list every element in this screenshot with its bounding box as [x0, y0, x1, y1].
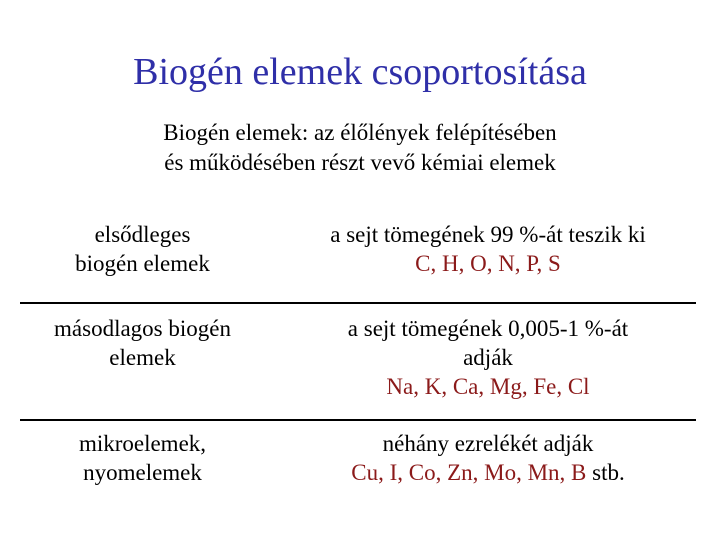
group-desc-line: a sejt tömegének 0,005-1 %-át [347, 316, 629, 341]
group-name-line: biogén elemek [75, 251, 210, 276]
group-desc-micro [278, 429, 698, 487]
element-suffix: stb. [586, 460, 625, 485]
group-row-primary [20, 220, 698, 290]
element-list [278, 372, 698, 401]
definition [0, 118, 720, 178]
group-name-line: mikroelemek, [78, 431, 207, 456]
group-name-primary [20, 220, 265, 278]
group-name-line: másodlagos biogén [54, 316, 231, 341]
group-desc-secondary [278, 314, 698, 401]
group-row-secondary [20, 314, 698, 410]
group-desc-line: a sejt tömegének 99 %-át teszik ki [330, 222, 646, 247]
group-name-line: elemek [109, 345, 176, 370]
element-list [278, 249, 698, 278]
row-divider [20, 419, 696, 421]
group-name-secondary [20, 314, 265, 372]
group-name-micro [20, 429, 265, 487]
row-divider [20, 302, 696, 304]
element-symbols: Na, K, Ca, Mg, Fe, Cl [386, 374, 590, 399]
group-desc-primary [278, 220, 698, 278]
group-desc-line: adják [463, 345, 513, 370]
definition-line-2: és működésében részt vevő kémiai elemek [164, 150, 556, 175]
element-symbols: Cu, I, Co, Zn, Mo, Mn, B [351, 460, 587, 485]
element-list [278, 458, 698, 487]
element-symbols: C, H, O, N, P, S [415, 251, 561, 276]
group-row-micro [20, 429, 698, 499]
group-desc-line: néhány ezrelékét adják [382, 431, 594, 456]
group-name-line: nyomelemek [83, 460, 202, 485]
slide-title: Biogén elemek csoportosítása [133, 51, 587, 93]
group-name-line: elsődleges [94, 222, 191, 247]
definition-line-1: Biogén elemek: az élőlények felépítésében [163, 120, 557, 145]
